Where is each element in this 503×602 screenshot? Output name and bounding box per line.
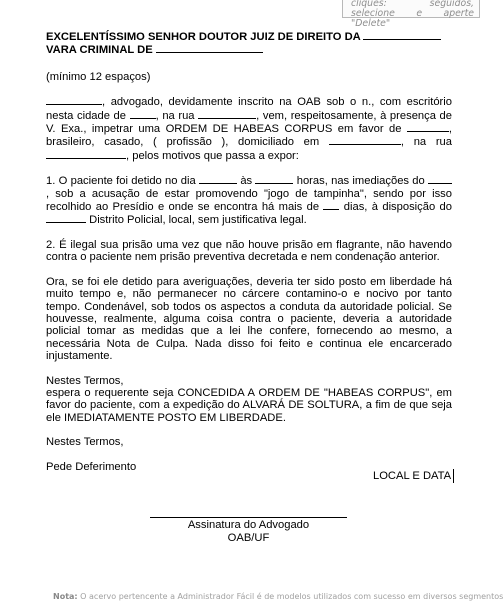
paragraph-2: 2. É ilegal sua prisão uma vez que não houve prisão em flagrante, não havendo contra o paciente nem prisão preventiva decretada e nem condenação anterior.	[46, 238, 452, 264]
blank-rua	[198, 109, 256, 119]
signature-block	[150, 519, 347, 544]
blank-vara	[156, 43, 263, 53]
blank-dia	[199, 174, 237, 184]
closing-terms: Nestes Termos,	[46, 436, 124, 449]
blank-dias	[323, 200, 339, 210]
p1-text-5: sob a acusação de estar promovendo "jogo de tampinha", sendo por isso recolhido ao Presídio e onde se encontra há mais de	[46, 187, 452, 214]
blank-cidade	[130, 109, 156, 119]
intro-text-5: impetrar uma ORDEM DE HABEAS CORPUS em favor de	[91, 123, 402, 136]
paragraph-1	[46, 174, 452, 227]
title-line1-text: EXCELENTÍSSIMO SENHOR DOUTOR JUIZ DE DIREITO DA	[46, 31, 361, 43]
blank-rua-domicilio	[46, 149, 126, 159]
footer-note-label: Nota:	[53, 592, 78, 601]
footer-note-text: O acervo pertencente a Administrador Fácil é de modelos utilizados com sucesso em diversos segmentos	[80, 592, 503, 601]
intro-text-9: ,	[126, 149, 130, 162]
p1-text-7: Distrito Policial, local, sem justificativa legal.	[89, 214, 307, 227]
signature-oab: OAB/UF	[227, 531, 270, 544]
p1-text-4: ,	[46, 187, 50, 200]
petition-body	[46, 30, 452, 473]
instruction-note-text: cliques: seguidos, selecione e aperte "Delete"	[351, 0, 474, 29]
intro-paragraph	[46, 95, 452, 162]
blank-local	[428, 174, 452, 184]
intro-text-6: , brasileiro,	[46, 123, 452, 149]
blank-horas	[255, 174, 293, 184]
blank-distrito	[46, 213, 86, 223]
intro-text-10: pelos motivos que passa a expor:	[132, 149, 299, 162]
p1-text-1: 1. O paciente foi detido no dia	[46, 175, 196, 188]
title-line2-text: VARA CRIMINAL DE	[46, 44, 153, 57]
p1-text-6: dias, à disposição do	[343, 201, 453, 214]
intro-text-1: , advogado, devidamente inscrito na OAB sob o n., com escritório nesta	[46, 96, 452, 122]
instruction-note	[342, 0, 480, 29]
intro-text-2: cidade de	[76, 109, 126, 122]
blank-domicilio	[329, 135, 401, 145]
p1-text-3: horas, nas imediações do	[296, 175, 425, 188]
intro-text-4: , vem, respeitosamente, à presença de V. Exa.,	[46, 109, 452, 136]
spacing-note: (mínimo 12 espaços)	[46, 70, 151, 83]
blank-paciente	[407, 122, 449, 132]
petition-title-line2	[46, 43, 452, 56]
closing-request: Pede Deferimento	[46, 460, 137, 473]
petition-title-line1	[46, 30, 452, 43]
blank-comarca	[363, 30, 441, 40]
local-date[interactable]: LOCAL E DATA	[373, 469, 454, 483]
p1-text-2: às	[240, 175, 253, 188]
intro-text-3: , na rua	[155, 109, 195, 122]
paragraph-4-title: Nestes Termos,	[46, 374, 124, 387]
signature-title: Assinatura do Advogado	[187, 519, 310, 531]
signature-line	[150, 517, 347, 518]
footer-note	[53, 592, 503, 602]
paragraph-4: espera o requerente seja CONCEDIDA A ORDEM DE "HABEAS CORPUS", em favor do paciente, com a expedição do ALVARÁ DE SOLTURA, a fim de que seja ele IMEDIATAMENTE POSTO EM LIBERDADE.	[46, 386, 452, 424]
intro-text-7: casado, ( profissão ), domiciliado em	[104, 136, 320, 149]
intro-text-8: , na rua	[400, 136, 453, 149]
paragraph-3: Ora, se foi ele detido para averiguações, deveria ter sido posto em liberdade há muito tempo e, não permanecer no cárcere contamino-o e nocivo por tanto tempo. Condenável, sob todos os aspectos a conduta da autoridade policial. Se houvesse, realmente, alguma coisa contra o paciente, deveria a autoridade policial tomar as medidas que a lei lhe confere, fornecendo ao mesmo, a necessária Nota de Culpa. Nada disso foi feito e continua ele encarcerado injustamente.	[46, 275, 452, 363]
blank-advogado	[46, 95, 102, 105]
